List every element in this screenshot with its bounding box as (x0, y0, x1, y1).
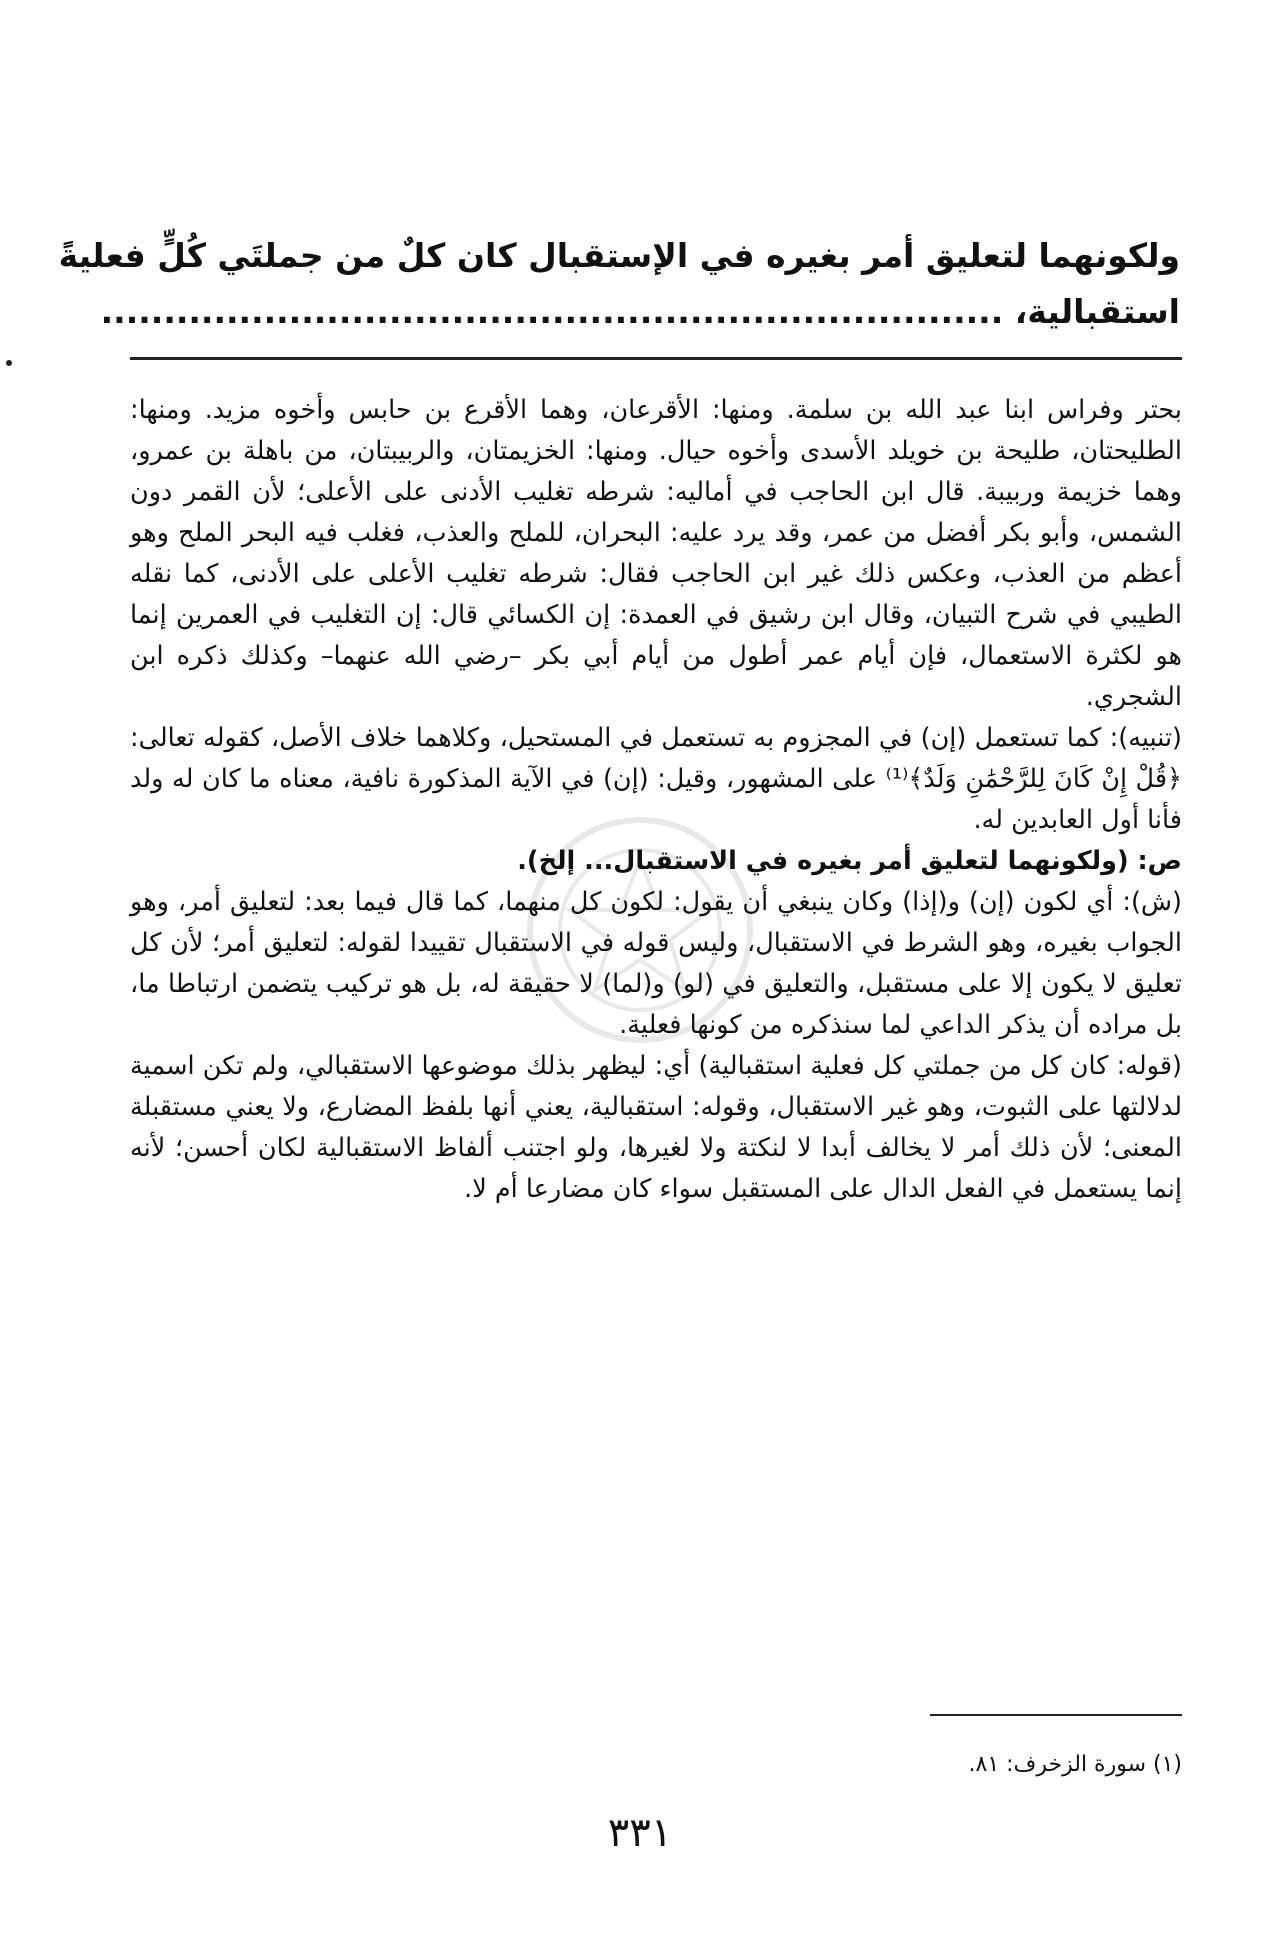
commentary-body (130, 390, 1182, 1210)
footnote-divider (930, 1714, 1182, 1716)
paragraph-4: (ش): أي لكون (إن) و(إذا) وكان ينبغي أن يقول: لكون كل منهما، كما قال فيما بعد: لتعليق أمر، وهو الجواب بغيره، وهو الشرط في الاستقبال، وليس قوله في الاستقبال تقييدا لقوله: لتعليق أمر؛ لأن كل تعليق لا يكون إلا على مستقبل، والتعليق في (لو) و(لما) لا حقيقة له، بل هو تركيب يتضمن ارتباطا ما، بل مراده أن يذكر الداعي لما سنذكره من كونها فعلية. (130, 887, 1182, 1040)
quoted-text-header (58, 228, 1180, 340)
header-divider (130, 357, 1182, 360)
paragraph-2: (تنبيه): كما تستعمل (إن) في المجزوم به تستعمل في المستحيل، وكلاهما خلاف الأصل، كقوله تعالى: ﴿قُلْ إِنْ كَانَ لِلرَّحْمَٰنِ وَلَدٌ﴾⁽¹⁾ على المشهور، وقيل: (إن) في الآية المذكورة نافية، معناه ما كان له ولد فأنا أول العابدين له. (130, 723, 1182, 835)
page-number: ٣٣١ (607, 1810, 673, 1856)
header-line-1: ولكونهما لتعليق أمر بغيره في الإستقبال كان كلٌ من جملتَي كُلٍّ فعليةً (58, 236, 1180, 275)
paragraph-3-matn-quote: ص: (ولكونهما لتعليق أمر بغيره في الاستقبال... إلخ). (517, 846, 1182, 876)
margin-mark (6, 360, 12, 366)
paragraph-5: (قوله: كان كل من جملتي كل فعلية استقبالية) أي: ليظهر بذلك موضوعها الاستقبالي، ولم تكن اسمية لدلالتها على الثبوت، وهو غير الاستقبال، وقوله: استقبالية، يعني أنها بلفظ المضارع، ولا يعني مستقبلة المعنى؛ لأن ذلك أمر لا يخالف أبدا لا لنكتة ولا لغيرها، ولو اجتنب ألفاظ الاستقبالية لكان أحسن؛ لأنه إنما يستعمل في الفعل الدال على المستقبل سواء كان مضارعا أم لا. (130, 1051, 1182, 1204)
paragraph-1: بحتر وفراس ابنا عبد الله بن سلمة. ومنها: الأقرعان، وهما الأقرع بن حابس وأخوه مزيد. ومنها: الطليحتان، طليحة بن خويلد الأسدى وأخوه حيال. ومنها: الخزيمتان، والربيبتان، من باهلة بن عمرو، وهما خزيمة وربيبة. قال ابن الحاجب في أماليه: شرطه تغليب الأدنى على الأعلى؛ لأن القمر دون الشمس، وأبو بكر أفضل من عمر، وقد يرد عليه: البحران، للملح والعذب، فغلب فيه البحر الملح وهو أعظم من العذب، وعكس ذلك غير ابن الحاجب فقال: شرطه تغليب الأعلى على الأدنى، كما نقله الطيبي في شرح التبيان، وقال ابن رشيق في العمدة: إن الكسائي قال: إن التغليب في العمرين إنما هو لكثرة الاستعمال، فإن أيام عمر أطول من أيام أبي بكر –رضي الله عنهما– وكذلك ذكره ابن الشجري. (130, 395, 1182, 712)
header-line-2: استقبالية، ........................................................................ (100, 292, 1180, 331)
footnote: (١) سورة الزخرف: ٨١. (968, 1752, 1182, 1777)
